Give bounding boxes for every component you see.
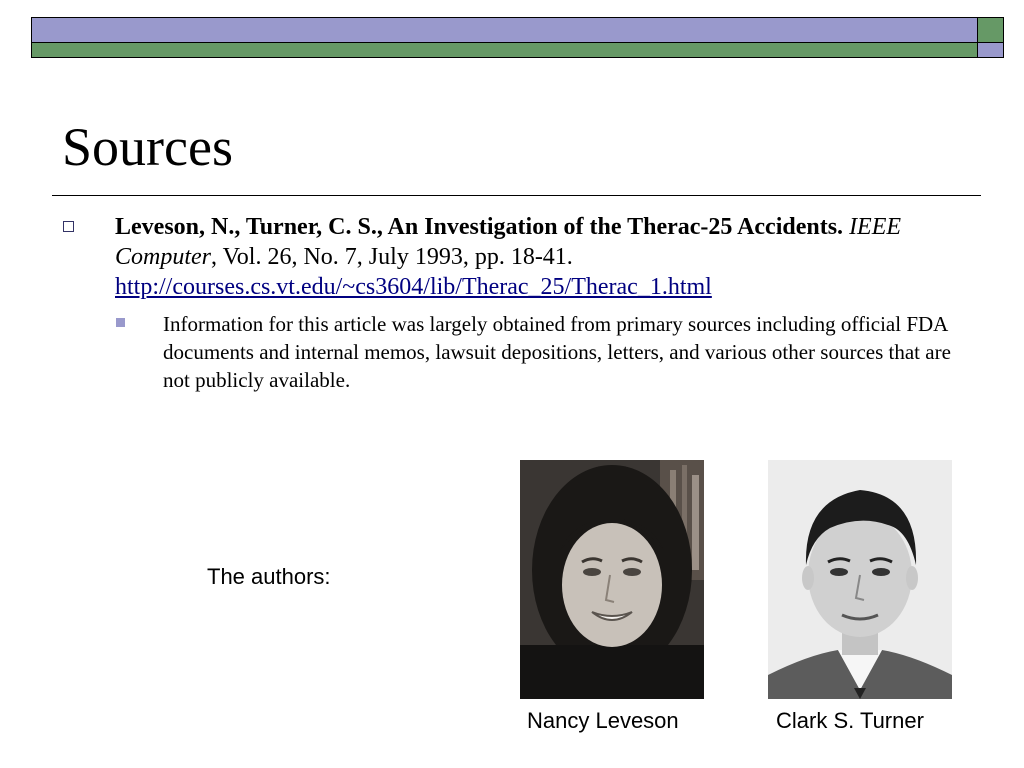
authors-label: The authors: (207, 564, 331, 589)
reference-journal: IEEE Computer (115, 214, 902, 270)
reference-link[interactable]: http://courses.cs.vt.edu/~cs3604/lib/Therac_25/Therac_1.html (115, 274, 712, 300)
reference-note: Information for this article was largely obtained from primary sources including official FDA documents and internal memos, lawsuit depositions, letters, and various other sources that are not publicly available. (163, 312, 951, 392)
caption-clark-turner: Clark S. Turner (776, 708, 924, 733)
header-bar-green (31, 42, 978, 58)
reference-entry (115, 212, 915, 302)
photo-nancy-leveson (520, 460, 704, 699)
header-square-green (977, 17, 1004, 43)
reference-details: , Vol. 26, No. 7, July 1993, pp. 18-41. (211, 244, 573, 270)
title-divider (52, 195, 981, 196)
header-square-lavender (977, 42, 1004, 58)
filled-square-bullet-icon (116, 318, 125, 327)
photo-clark-turner (768, 460, 952, 699)
hollow-square-bullet-icon (63, 221, 74, 232)
header-bar-lavender (31, 17, 978, 43)
slide-title: Sources (62, 117, 233, 177)
reference-authors-title: Leveson, N., Turner, C. S., An Investigation of the Therac-25 Accidents. (115, 214, 844, 240)
caption-nancy-leveson: Nancy Leveson (527, 708, 679, 733)
